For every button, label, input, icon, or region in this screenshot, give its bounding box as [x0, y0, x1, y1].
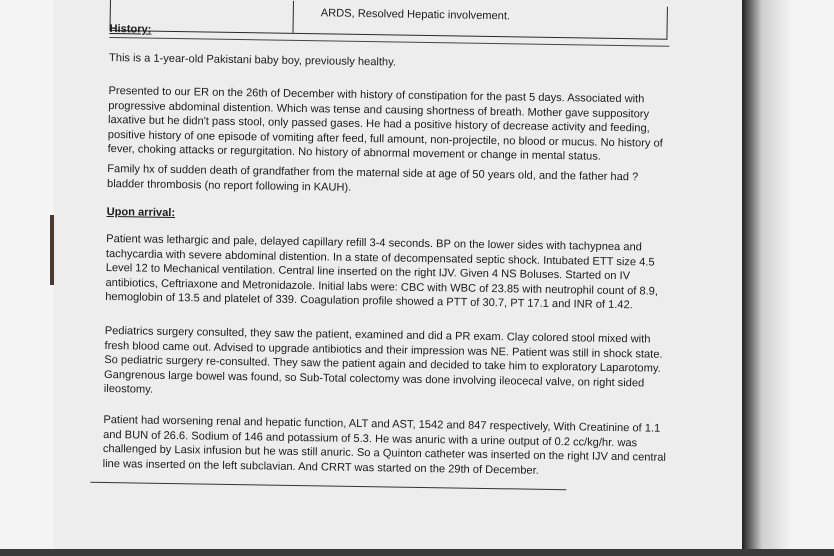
- diagnosis-table-box: [109, 0, 667, 40]
- left-backdrop: [0, 0, 54, 556]
- history-heading: History:: [109, 22, 152, 36]
- bottom-edge: [0, 549, 834, 556]
- history-presentation: Presented to our ER on the 26th of December with history of constipation for the past 5 days. Associated with progressive abdominal distention. Which was tense and causing shortness of breath. Mother gave suppository laxative but he didn't pass stool, only passed gases. He had a positive history of decrease activity and feeding, positive history of one episode of vomiting after feed, full amount, non-projectile, no blood or mucus. No history of fever, choking attacks or regurgitation. No history of abnormal movement or change in mental status.: [107, 84, 663, 164]
- arrival-paragraph-3: Patient had worsening renal and hepatic function, ALT and AST, 1542 and 847 respectively, With Creatinine of 1.1 and BUN of 26.6. Sodium of 146 and potassium of 5.3. He was anuric with a urine output of 0.2 cc/kg/hr. was challenged by Lasix infusion but he was still anuric. So a Quinton catheter was inserted on the right IJV and central line was inserted on the left subclavian. And CRRT was started on the 29th of December.: [102, 413, 666, 477]
- arrival-paragraph-1: Patient was lethargic and pale, delayed capillary refill 3-4 seconds. BP on the lower sides with tachypnea and tachycardia with severe abdominal distention. In a state of decompensated septic shock. Intubated ETT size 4.5 Level 12 to Mechanical ventilation. Central line inserted on the right IJV. Given 4 NS Boluses. Started on IV antibiotics, Ceftriaxone and Metronidazole. Initial labs were: CBC with WBC of 23.85 with neutrophil count of 8.9, hemoglobin of 13.5 and platelet of 339. Coagulation profile showed a PTT of 30.7, PT 17.1 and INR of 1.42.: [105, 232, 659, 312]
- page-edge-shadow: [742, 0, 792, 556]
- arrival-heading: Upon arrival:: [106, 205, 176, 220]
- history-intro: This is a 1-year-old Pakistani baby boy, previously healthy.: [108, 51, 397, 69]
- table-divider: [292, 1, 294, 33]
- diagnosis-cell-text: ARDS, Resolved Hepatic involvement.: [320, 7, 511, 23]
- family-history: Family hx of sudden death of grandfather from the maternal side at age of 50 years old, and the father had ?bladder thrombosis (no report following in KAUH).: [106, 162, 639, 194]
- end-rule: [90, 482, 566, 490]
- document-page: [54, 0, 742, 549]
- document-content: [102, 0, 736, 477]
- arrival-paragraph-2: Pediatrics surgery consulted, they saw the patient, examined and did a PR exam. Clay colored stool mixed with fresh blood came out. Advised to upgrade antibiotics and their impression was NE. Patient was still in shock state. So pediatric surgery re-consulted. They saw the patient again and decided to take him to exploratory Laparotomy. Gangrenous large bowel was found, so Sub-Total colectomy was done involving ileocecal valve, on right sided ileostomy.: [103, 324, 663, 397]
